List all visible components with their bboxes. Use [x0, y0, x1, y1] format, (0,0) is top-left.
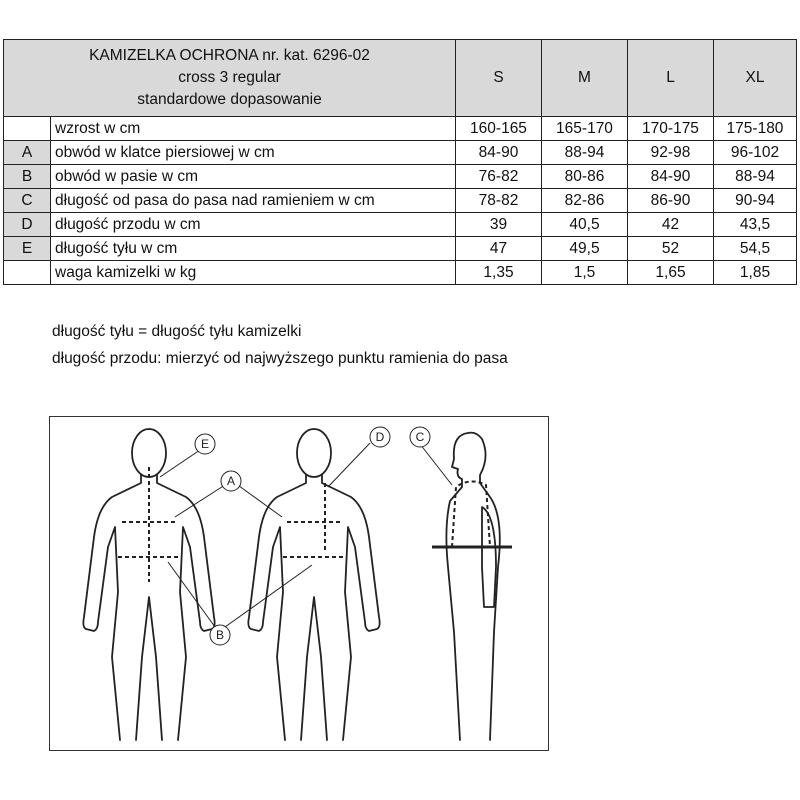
title-line-3: standardowe dopasowanie	[137, 91, 322, 108]
cell-value: 1,65	[628, 261, 714, 285]
size-header-l: L	[628, 40, 714, 117]
body-outline-illustration	[50, 417, 547, 749]
cell-value: 80-86	[542, 165, 628, 189]
label-b	[210, 625, 230, 645]
cell-value: 84-90	[456, 141, 542, 165]
label-e	[195, 434, 215, 454]
table-row	[4, 141, 797, 165]
svg-text:C: C	[415, 430, 425, 444]
table-row	[4, 237, 797, 261]
cell-value: 86-90	[628, 189, 714, 213]
leader-line-d	[328, 443, 370, 487]
svg-text:B: B	[215, 628, 225, 642]
size-header-m: M	[542, 40, 628, 117]
cell-value: 54,5	[714, 237, 797, 261]
table-title	[4, 40, 456, 117]
svg-text:D: D	[375, 430, 385, 444]
size-header-xl: XL	[714, 40, 797, 117]
row-letter: C	[4, 189, 51, 213]
size-header-s: S	[456, 40, 542, 117]
cell-value: 39	[456, 213, 542, 237]
table-row	[4, 117, 797, 141]
row-letter: D	[4, 213, 51, 237]
cell-value: 165-170	[542, 117, 628, 141]
row-label: obwód w klatce piersiowej w cm	[51, 141, 456, 165]
cell-value: 42	[628, 213, 714, 237]
note-back-length: długość tyłu = długość tyłu kamizelki	[52, 323, 302, 340]
cell-value: 52	[628, 237, 714, 261]
cell-value: 78-82	[456, 189, 542, 213]
notes	[52, 318, 508, 372]
cell-value: 170-175	[628, 117, 714, 141]
svg-text:E: E	[200, 437, 210, 451]
cell-value: 49,5	[542, 237, 628, 261]
cell-value: 88-94	[714, 165, 797, 189]
cell-value: 1,5	[542, 261, 628, 285]
label-c	[410, 427, 430, 447]
row-letter	[4, 117, 51, 141]
cell-value: 82-86	[542, 189, 628, 213]
cell-value: 1,85	[714, 261, 797, 285]
leader-line-b	[168, 562, 312, 627]
cell-value: 175-180	[714, 117, 797, 141]
label-d	[370, 427, 390, 447]
table-row	[4, 261, 797, 285]
row-label: długość tyłu w cm	[51, 237, 456, 261]
title-line-1: KAMIZELKA OCHRONA nr. kat. 6296-02	[89, 47, 370, 64]
cell-value: 84-90	[628, 165, 714, 189]
row-label: waga kamizelki w kg	[51, 261, 456, 285]
row-label: obwód w pasie w cm	[51, 165, 456, 189]
front-body-outline	[248, 429, 379, 740]
table-row	[4, 165, 797, 189]
cell-value: 47	[456, 237, 542, 261]
row-letter	[4, 261, 51, 285]
row-letter: A	[4, 141, 51, 165]
size-table	[3, 39, 797, 285]
note-front-length: długość przodu: mierzyć od najwyższego punktu ramienia do pasa	[52, 350, 508, 367]
side-body-outline	[446, 433, 499, 740]
cell-value: 40,5	[542, 213, 628, 237]
cell-value: 96-102	[714, 141, 797, 165]
label-a	[221, 471, 241, 491]
svg-text:A: A	[226, 474, 236, 488]
table-header-row	[4, 40, 797, 117]
row-letter: B	[4, 165, 51, 189]
row-label: wzrost w cm	[51, 117, 456, 141]
cell-value: 90-94	[714, 189, 797, 213]
measurement-figure	[49, 416, 549, 751]
row-label: długość od pasa do pasa nad ramieniem w cm	[51, 189, 456, 213]
title-line-2: cross 3 regular	[178, 69, 281, 86]
table-row	[4, 213, 797, 237]
cell-value: 160-165	[456, 117, 542, 141]
row-letter: E	[4, 237, 51, 261]
leader-line-c	[420, 444, 452, 485]
table-row	[4, 189, 797, 213]
cell-value: 88-94	[542, 141, 628, 165]
cell-value: 1,35	[456, 261, 542, 285]
cell-value: 92-98	[628, 141, 714, 165]
row-label: długość przodu w cm	[51, 213, 456, 237]
cell-value: 43,5	[714, 213, 797, 237]
cell-value: 76-82	[456, 165, 542, 189]
